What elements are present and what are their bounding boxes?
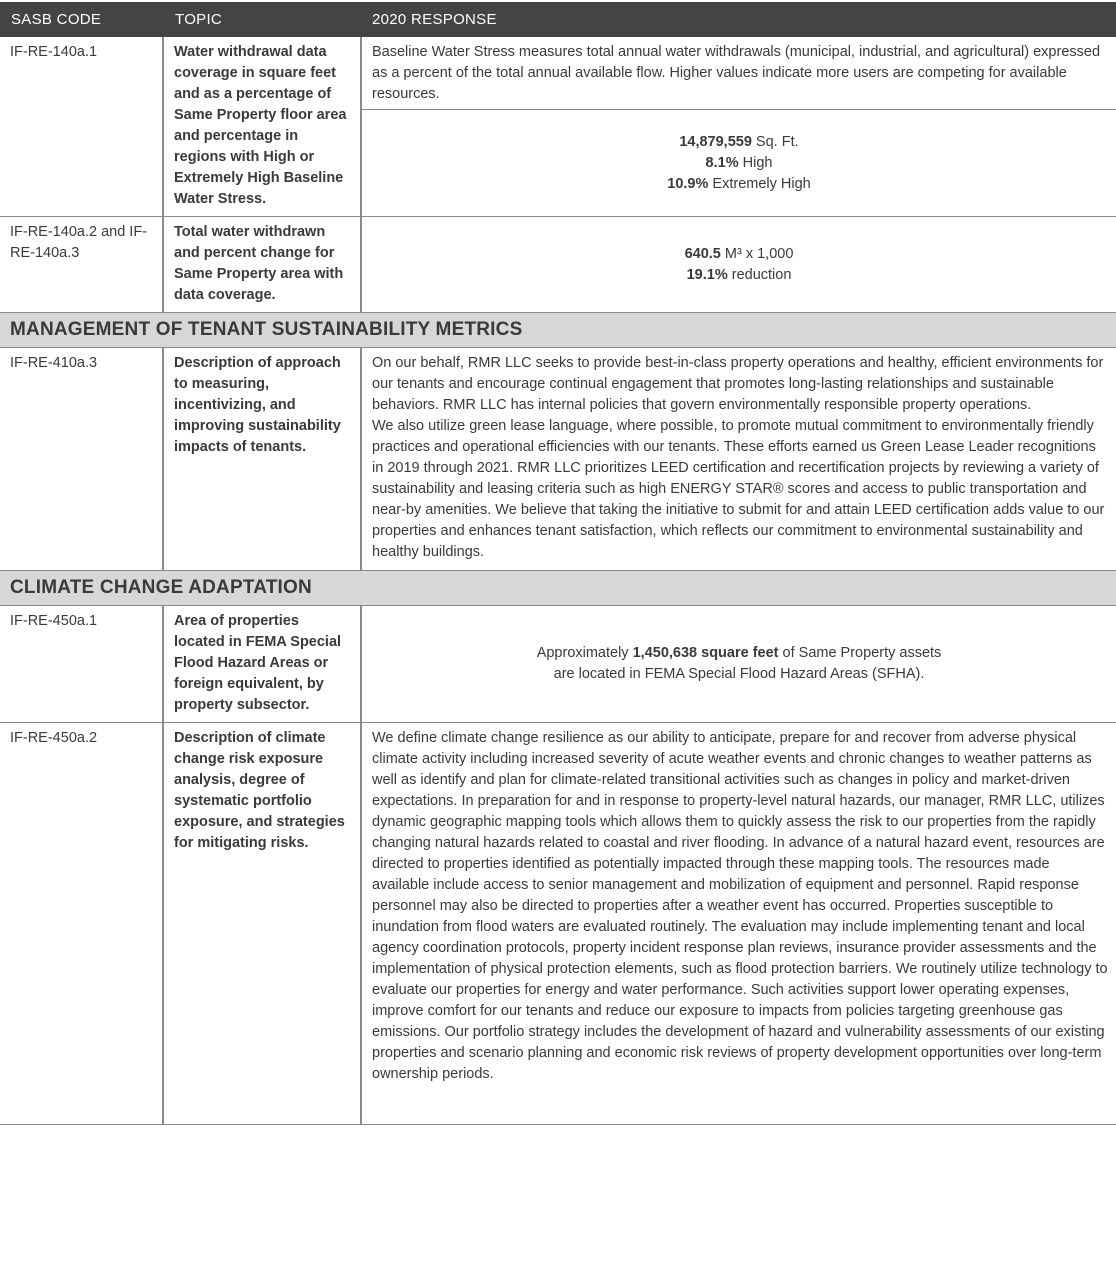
metric-label: reduction (727, 266, 792, 283)
table-header (0, 2, 1116, 37)
row-topic: Area of properties located in FEMA Special Flood Hazard Areas or foreign equivalent, by property subsector. (164, 606, 362, 722)
row-topic: Description of climate change risk exposure analysis, degree of systematic portfolio exposure, and strategies for mitigating risks. (164, 723, 362, 1124)
metric-line (685, 244, 794, 265)
row-topic: Water withdrawal data coverage in square feet and as a percentage of Same Property floor area and percentage in regions with High or Extremely High Baseline Water Stress. (164, 37, 362, 216)
header-sasb-code: SASB CODE (11, 11, 102, 28)
section-heading-tenant: MANAGEMENT OF TENANT SUSTAINABILITY METRICS (0, 313, 1116, 348)
metric-value: 14,879,559 (679, 133, 752, 150)
response-paragraph: We also utilize green lease language, where possible, to promote mutual commitment to environmentally friendly practices and operational efficiencies with our tenants. These efforts earned us Green Lease Leader recognitions in 2019 through 2021. RMR LLC prioritizes LEED certification and recertification projects by reviewing a variety of sustainability and leasing criteria such as high ENERGY STAR® scores and access to public transportation and near-by amenities. We believe that taking the initiative to submit for and attain LEED certification adds value to our properties and enhances tenant satisfaction, which reflects our commitment to environmental sustainability and healthy buildings. (372, 418, 1105, 560)
metric-value: 19.1% (686, 266, 728, 283)
row-code: IF-RE-140a.1 (0, 37, 164, 216)
response-line: are located in FEMA Special Flood Hazard Areas (SFHA). (553, 666, 925, 682)
metric-value: 640.5 (684, 245, 721, 262)
metric-label: M³ x 1,000 (720, 245, 794, 262)
table-row (0, 348, 1116, 571)
row-code: IF-RE-450a.1 (0, 606, 164, 722)
metric-line (687, 265, 792, 286)
metric-label: Sq. Ft. (751, 133, 799, 150)
header-response: 2020 RESPONSE (372, 11, 497, 28)
row-response: We define climate change resilience as our ability to anticipate, prepare for and recover from adverse physical climate activity including increased severity of acute weather events and chronic changes to weather patterns as well as identify and plan for climate-related transitional activities such as changes in policy and market-driven expectations. In preparation for and in response to property-level natural hazards, our manager, RMR LLC, utilizes dynamic geographic mapping tools which allows them to quickly assess the risk to our properties from the rapidly changing natural hazards related to coastal and river flooding. In advance of a natural hazard event, resources are directed to properties identified as potentially impacted through these mapping tools. The resources made available include access to senior management and mobilization of equipment and personnel. Rapid response personnel may also be directed to properties after a weather event has occurred. Properties susceptible to inundation from flood waters are evaluated routinely. The evaluation may include implementing tenant and local agency coordination protocols, property incident response plan reviews, insurance provider assessments and the implementation of physical protection elements, such as flood protection barriers. We routinely utilize technology to evaluate our properties for energy and water performance. Such activities support lower operating expenses, improve comfort for our tenants and reduce our exposure to impacts from policies targeting greenhouse gas emissions. Our portfolio strategy includes the development of hazard and vulnerability assessments of our existing properties and scenario planning and economic risk reviews of property development opportunities over long-term ownership periods. (372, 730, 1108, 1082)
metric-value: 8.1% (705, 154, 739, 171)
response-metrics (362, 110, 1116, 216)
table-row (0, 606, 1116, 723)
sasb-table (0, 2, 1116, 1125)
table-row (0, 217, 1116, 313)
metric-label: Extremely High (708, 175, 811, 192)
metric-line (706, 153, 773, 174)
response-suffix: of Same Property assets (778, 645, 942, 661)
row-response (362, 606, 1116, 722)
header-topic: TOPIC (175, 11, 223, 28)
metric-line (667, 174, 810, 195)
row-code: IF-RE-140a.2 and IF-RE-140a.3 (0, 217, 164, 312)
response-paragraph: On our behalf, RMR LLC seeks to provide best-in-class property operations and healthy, efficient environments for our tenants and encourage continual engagement that promotes long-lasting relationships and sustainable behaviors. RMR LLC has internal policies that govern environmentally responsible property operations. (372, 355, 1104, 413)
metric-value: 10.9% (667, 175, 709, 192)
row-response (362, 348, 1116, 570)
row-topic: Total water withdrawn and percent change for Same Property area with data coverage. (164, 217, 362, 312)
section-heading-climate: CLIMATE CHANGE ADAPTATION (0, 571, 1116, 606)
response-prefix: Approximately (536, 645, 633, 661)
response-line (537, 643, 942, 664)
row-topic: Description of approach to measuring, incentivizing, and improving sustainability impacts of tenants. (164, 348, 362, 570)
response-area-value: 1,450,638 square feet (632, 645, 779, 661)
row-response (362, 217, 1116, 312)
table-row (0, 37, 1116, 217)
metric-label: High (738, 154, 773, 171)
row-response (362, 37, 1116, 216)
row-code: IF-RE-450a.2 (0, 723, 164, 1124)
metric-line (679, 132, 798, 153)
table-row (0, 723, 1116, 1125)
row-code: IF-RE-410a.3 (0, 348, 164, 570)
response-description: Baseline Water Stress measures total annual water withdrawals (municipal, industrial, and agricultural) expressed as a percent of the total annual available flow. Higher values indicate more users are competing for available resources. (362, 37, 1116, 110)
